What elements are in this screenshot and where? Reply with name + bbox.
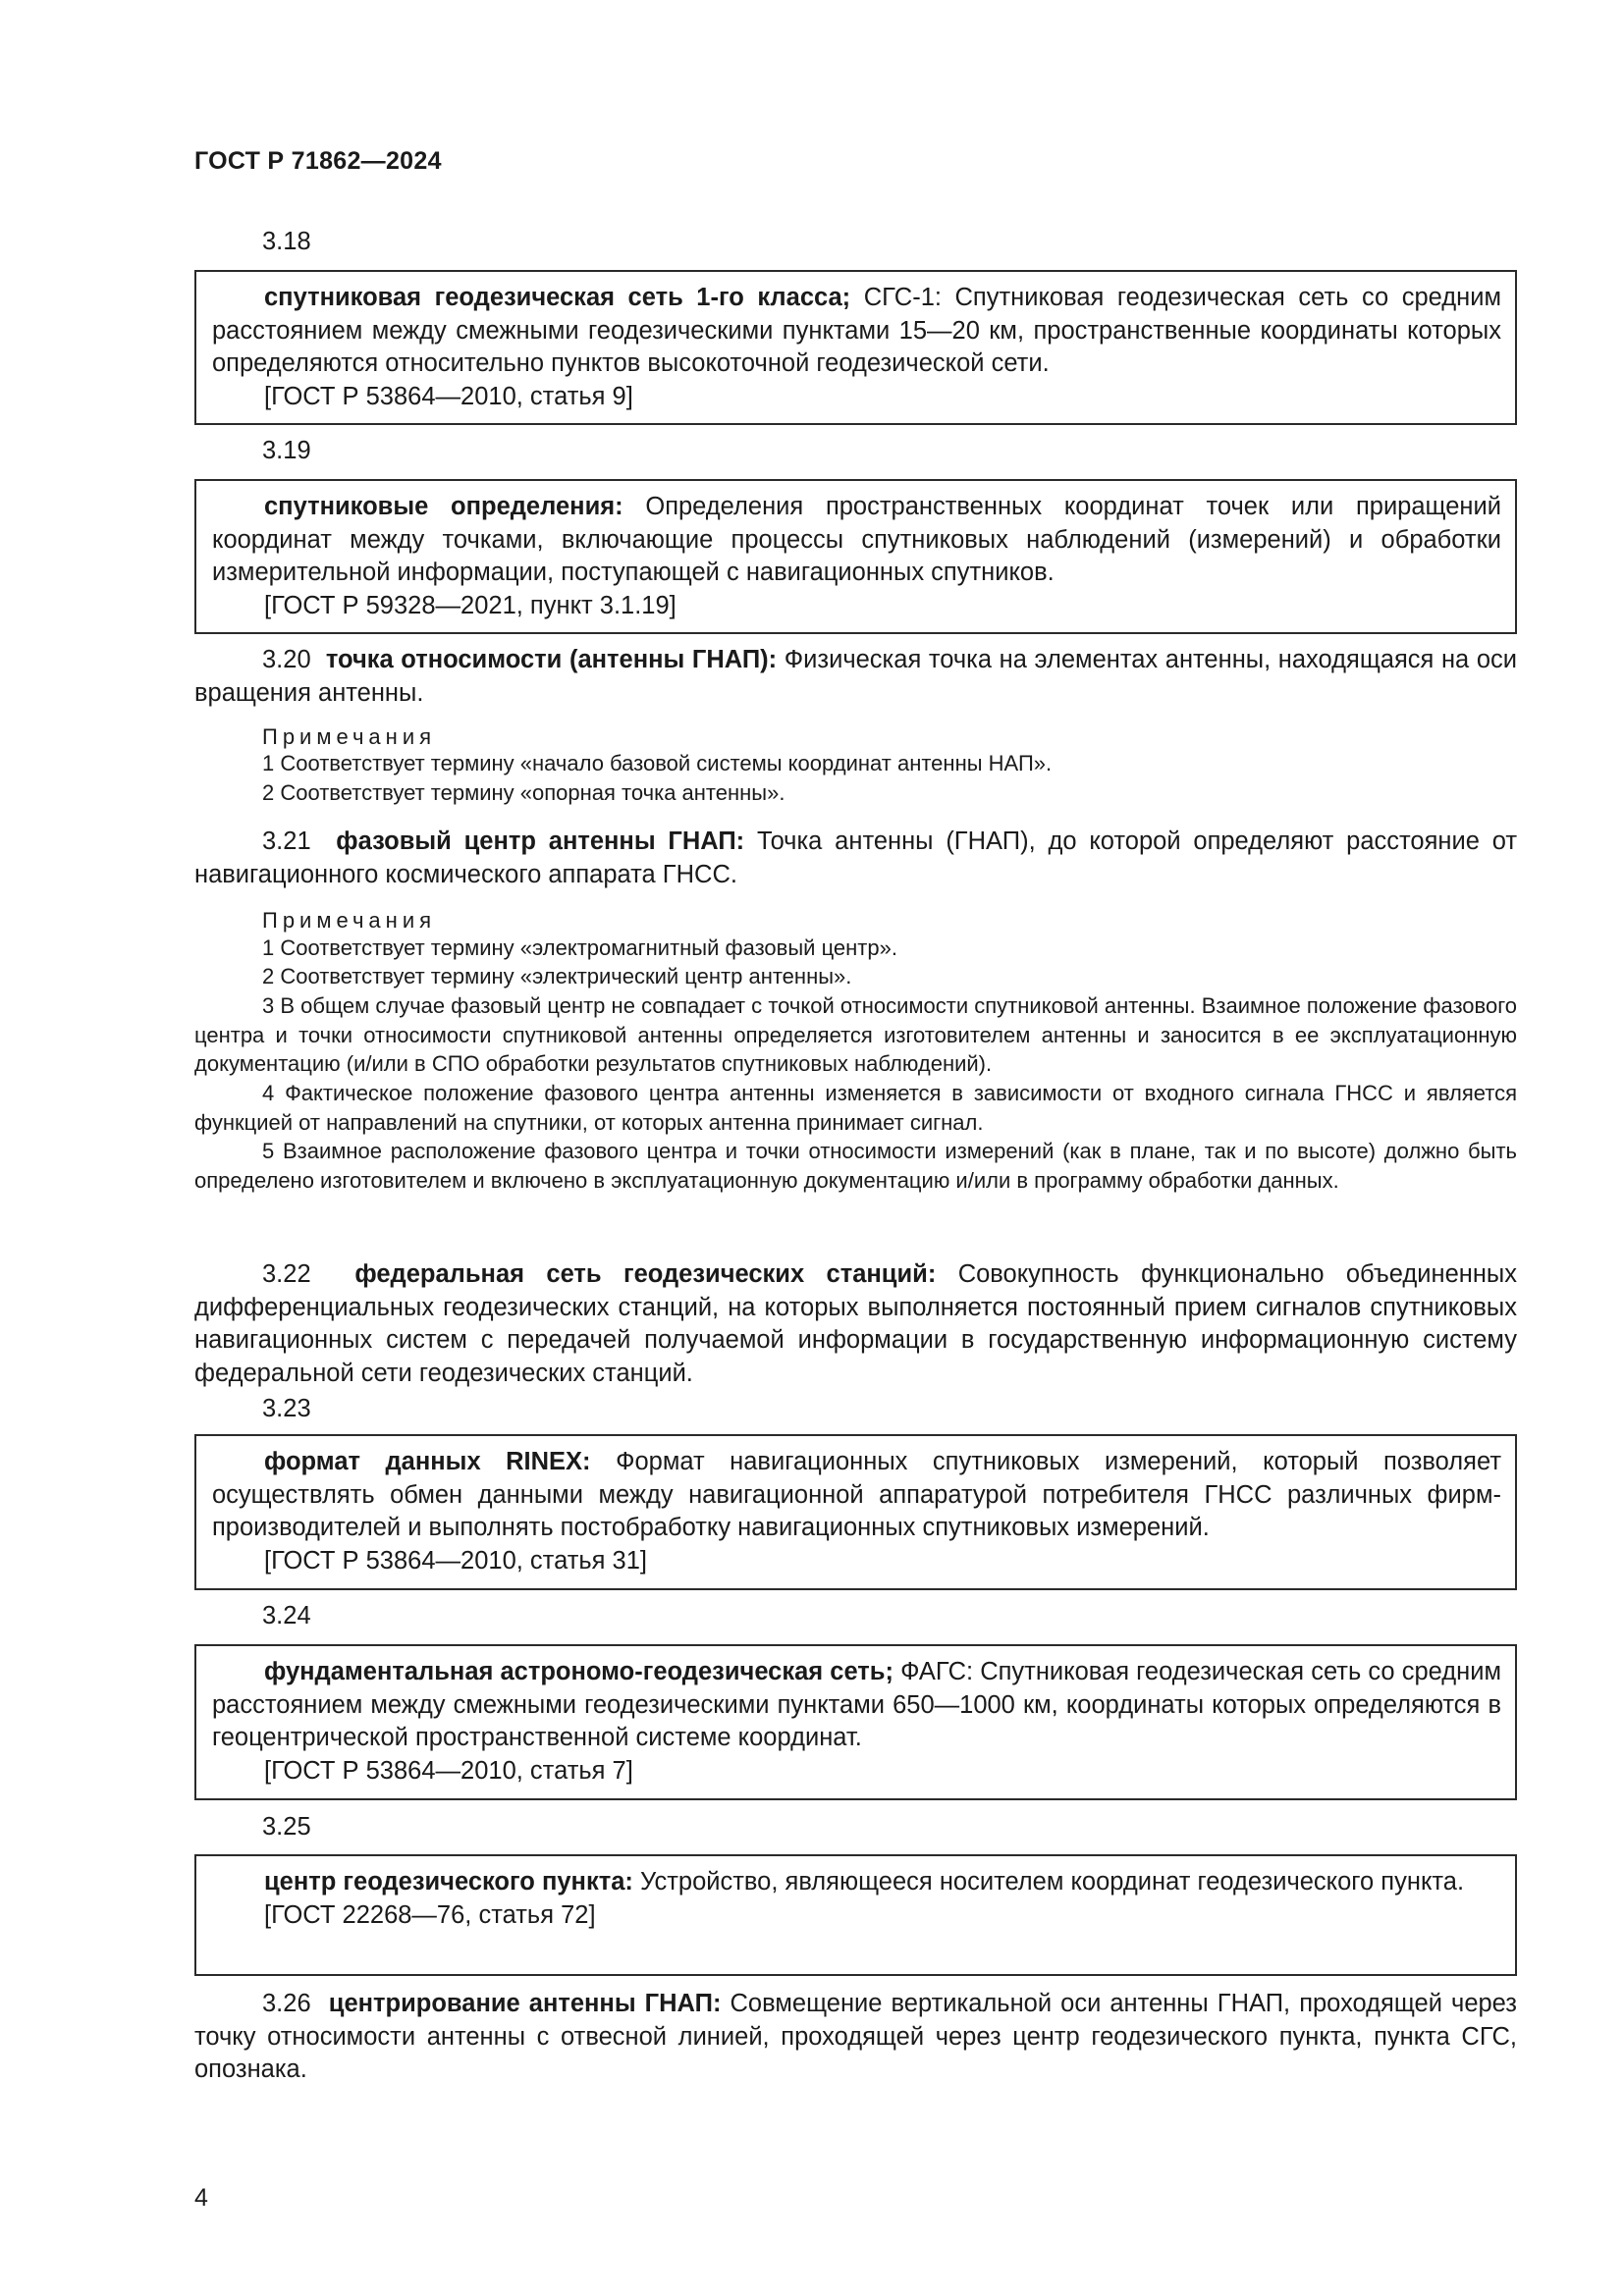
definition-3-23: формат данных RINEX: Формат навигационных спутниковых измерений, который позволяет осуществлять обмен данными между навигационной аппаратурой потребителя ГНСС различных фирм-производителей и выполнять постобработку навигационных спутниковых измерений.	[212, 1448, 1502, 1541]
note-3-21-3: 3 В общем случае фазовый центр не совпадает с точкой относимости спутниковой антенны. Взаимное положение фазового центра и точки относимости спутниковой антенны определяется изготовителем антенны и заносится в ее эксплуатационную документацию (и/или в СПО обработки результатов спутниковых наблюдений).	[194, 993, 1517, 1076]
document-header: ГОСТ Р 71862—2024	[194, 147, 442, 175]
definition-box-3-19	[194, 479, 1517, 634]
term-3-20: точка относимости (антенны ГНАП):	[325, 646, 778, 673]
clause-number-3-21: 3.21	[262, 828, 311, 855]
term-3-18: спутниковая геодезическая сеть 1-го класса;	[264, 284, 851, 311]
term-3-26: центрирование антенны ГНАП:	[328, 1990, 722, 2017]
clause-3-22: 3.22 федеральная сеть геодезических станций: Совокупность функционально объединенных дифференциальных геодезических станций, на которых выполняется постоянный прием сигналов спутниковых навигационных систем с передачей получаемой информации в государственную информационную систему федеральной сети геодезических станций.	[194, 1260, 1518, 1387]
clause-number-3-22: 3.22	[262, 1260, 311, 1288]
definition-3-25: центр геодезического пункта: Устройство, являющееся носителем координат геодезического пункта.	[264, 1868, 1465, 1896]
term-3-21: фазовый центр антенны ГНАП:	[336, 828, 745, 855]
definition-3-18: спутниковая геодезическая сеть 1-го класса; СГС-1: Спутниковая геодезическая сеть со средним расстоянием между смежными геодезическими пунктами 15—20 км, пространственные координаты которых определяются относительно пунктов высокоточной геодезической сети.	[212, 284, 1501, 377]
note-3-20-1: 1 Соответствует термину «начало базовой системы координат антенны НАП».	[262, 751, 1053, 775]
clause-3-26: 3.26 центрирование антенны ГНАП: Совмещение вертикальной оси антенны ГНАП, проходящей через точку относимости антенны с отвесной линией, проходящей через центр геодезического пункта, пункта СГС, опознака.	[194, 1990, 1517, 2083]
definition-box-3-23	[194, 1434, 1517, 1590]
source-ref-3-24: [ГОСТ Р 53864—2010, статья 7]	[264, 1756, 633, 1785]
source-ref-3-18: [ГОСТ Р 53864—2010, статья 9]	[264, 382, 633, 410]
note-3-21-4: 4 Фактическое положение фазового центра антенны изменяется в зависимости от входного сигнала ГНСС и является функцией от направлений на спутники, от которых антенна принимает сигнал.	[194, 1081, 1517, 1135]
note-3-21-1: 1 Соответствует термину «электромагнитный фазовый центр».	[262, 935, 897, 960]
definition-3-24: фундаментальная астрономо-геодезическая сеть; ФАГС: Спутниковая геодезическая сеть со средним расстоянием между смежными геодезическими пунктами 650—1000 км, координаты которых определяются в геоцентрической пространственной системе координат.	[212, 1658, 1501, 1751]
source-ref-3-19: [ГОСТ Р 59328—2021, пункт 3.1.19]	[264, 591, 677, 619]
note-3-21-5: 5 Взаимное расположение фазового центра и точки относимости измерений (как в плане, так и по высоте) должно быть определено изготовителем и включено в эксплуатационную документацию и/или в программу обработки данных.	[194, 1139, 1517, 1193]
term-3-24: фундаментальная астрономо-геодезическая сеть;	[264, 1658, 893, 1685]
clause-3-20: 3.20 точка относимости (антенны ГНАП): Физическая точка на элементах антенны, находящаяся на оси вращения антенны.	[194, 646, 1518, 707]
definition-box-3-18	[194, 270, 1517, 425]
source-ref-3-23: [ГОСТ Р 53864—2010, статья 31]	[264, 1546, 647, 1575]
clause-3-21: 3.21 фазовый центр антенны ГНАП: Точка антенны (ГНАП), до которой определяют расстояние от навигационного космического аппарата ГНСС.	[194, 828, 1517, 888]
definition-3-19: спутниковые определения: Определения пространственных координат точек или приращений координат между точками, включающие процессы спутниковых наблюдений (измерений) и обработки измерительной информации, поступающей с навигационных спутников.	[212, 493, 1501, 586]
definition-box-3-24	[194, 1644, 1517, 1800]
note-3-20-2: 2 Соответствует термину «опорная точка антенны».	[262, 780, 785, 805]
clause-number-3-18: 3.18	[262, 228, 311, 255]
clause-number-3-23: 3.23	[262, 1395, 311, 1422]
notes-title-3-21: Примечания	[262, 908, 437, 933]
note-3-21-2: 2 Соответствует термину «электрический центр антенны».	[262, 964, 852, 988]
clause-number-3-20: 3.20	[262, 646, 311, 673]
clause-number-3-26: 3.26	[262, 1990, 311, 2017]
definition-box-3-25	[194, 1854, 1517, 1976]
clause-number-3-19: 3.19	[262, 437, 311, 464]
term-3-25: центр геодезического пункта:	[264, 1868, 633, 1896]
source-ref-3-25: [ГОСТ 22268—76, статья 72]	[264, 1900, 596, 1929]
notes-title-3-20: Примечания	[262, 724, 437, 749]
page-number: 4	[194, 2184, 208, 2212]
term-3-22: федеральная сеть геодезических станций:	[354, 1260, 937, 1288]
term-3-23: формат данных RINEX:	[264, 1448, 591, 1475]
clause-number-3-24: 3.24	[262, 1602, 311, 1629]
term-3-19: спутниковые определения:	[264, 493, 623, 520]
clause-number-3-25: 3.25	[262, 1813, 311, 1841]
